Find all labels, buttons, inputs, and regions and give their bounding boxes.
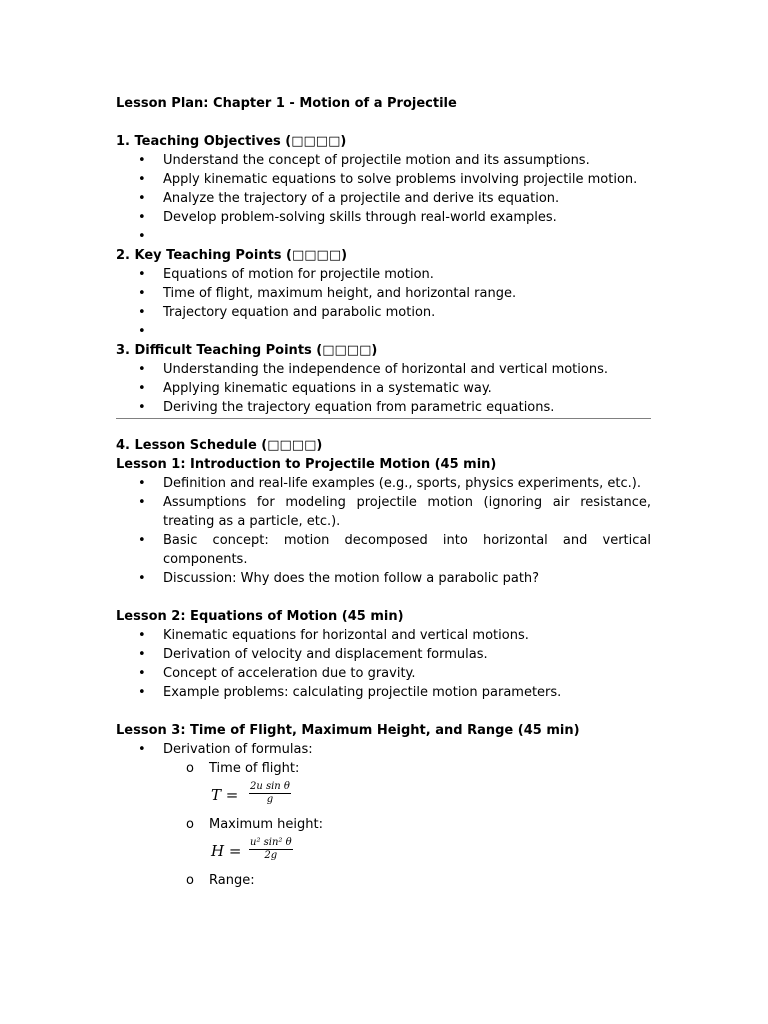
list-item: • Definition and real-life examples (e.g., sports, physics experiments, etc.). [116, 474, 651, 493]
equation-denominator: 2g [264, 850, 278, 861]
list-item: • Equations of motion for projectile motion. [116, 265, 651, 284]
document-title: Lesson Plan: Chapter 1 - Motion of a Projectile [116, 96, 457, 111]
list-item: • Kinematic equations for horizontal and vertical motions. [116, 626, 651, 645]
list-item: • Understand the concept of projectile motion and its assumptions. [116, 151, 651, 170]
list-item: • Derivation of velocity and displacement formulas. [116, 645, 651, 664]
lesson-1-list [116, 474, 651, 588]
equation-maximum-height [116, 834, 651, 871]
section-heading-schedule: 4. Lesson Schedule (□□□□) [116, 438, 323, 453]
list-item: • Derivation of formulas: [116, 740, 651, 759]
equation-fraction [249, 781, 291, 806]
lesson-1-heading: Lesson 1: Introduction to Projectile Motion (45 min) [116, 457, 497, 472]
empty-list-item [116, 227, 651, 246]
sub-item-range: o Range: [116, 871, 651, 890]
equation-lhs: H = [211, 842, 242, 860]
section-heading-key-points: 2. Key Teaching Points (□□□□) [116, 248, 348, 263]
equation-numerator: u² sin² θ [250, 837, 292, 848]
list-item: • Assumptions for modeling projectile motion (ignoring air resistance, treating as a particle, etc.). [116, 493, 651, 531]
list-item: • Apply kinematic equations to solve problems involving projectile motion. [116, 170, 651, 189]
list-item: • Analyze the trajectory of a projectile and derive its equation. [116, 189, 651, 208]
list-item: • Discussion: Why does the motion follow a parabolic path? [116, 569, 651, 588]
lesson-3-list [116, 740, 651, 759]
list-item: • Develop problem-solving skills through real-world examples. [116, 208, 651, 227]
list-item: • Example problems: calculating projectile motion parameters. [116, 683, 651, 702]
list-item: • Applying kinematic equations in a systematic way. [116, 379, 651, 398]
empty-list-item [116, 322, 651, 341]
equation-time-of-flight [116, 778, 651, 815]
sub-item-maximum-height: o Maximum height: [116, 815, 651, 834]
equation-fraction [249, 837, 293, 862]
lesson-2-heading: Lesson 2: Equations of Motion (45 min) [116, 609, 404, 624]
section-heading-difficult-points: 3. Difficult Teaching Points (□□□□) [116, 343, 378, 358]
list-item: • Basic concept: motion decomposed into horizontal and vertical components. [116, 531, 651, 569]
list-item: • Understanding the independence of horizontal and vertical motions. [116, 360, 651, 379]
list-item: • Trajectory equation and parabolic motion. [116, 303, 651, 322]
equation-numerator: 2u sin θ [250, 781, 290, 792]
equation-denominator: g [266, 794, 274, 805]
lesson-2-list [116, 626, 651, 702]
section-heading-objectives: 1. Teaching Objectives (□□□□) [116, 134, 347, 149]
sub-item-time-of-flight: o Time of flight: [116, 759, 651, 778]
equation-lhs: T = [211, 786, 239, 804]
list-item: • Time of flight, maximum height, and horizontal range. [116, 284, 651, 303]
lesson-3-heading: Lesson 3: Time of Flight, Maximum Height, and Range (45 min) [116, 723, 580, 738]
document-page [116, 94, 651, 890]
list-item: • Deriving the trajectory equation from parametric equations. [116, 398, 651, 417]
horizontal-divider [116, 418, 651, 419]
difficult-points-list [116, 360, 651, 417]
objectives-list [116, 151, 651, 246]
list-item: • Concept of acceleration due to gravity. [116, 664, 651, 683]
key-points-list [116, 265, 651, 341]
